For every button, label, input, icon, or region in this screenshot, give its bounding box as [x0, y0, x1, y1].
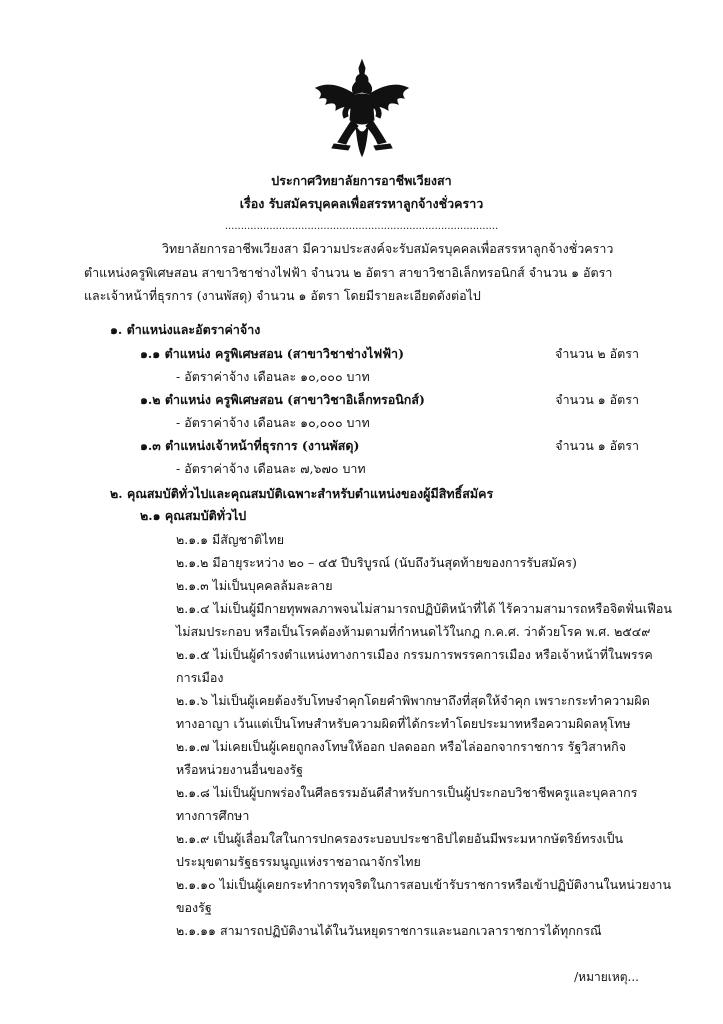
qualification-line: ประมุขตามรัฐธรรมนูญแห่งราชอาณาจักรไทย — [176, 854, 421, 869]
intro-line: วิทยาลัยการอาชีพเวียงสา มีความประสงค์จะรับสมัครบุคคลเพื่อสรรหาลูกจ้างชั่วคราว — [162, 241, 614, 256]
position-title: ๑.๓ ตำแหน่งเจ้าหน้าที่ธุรการ (งานพัสดุ) — [140, 438, 360, 453]
qualification-line: การเมือง — [176, 670, 224, 685]
qualification-line: ทางอาญา เว้นแต่เป็นโทษสำหรับความผิดที่ได้กระทำโดยประมาทหรือความผิดลหุโทษ — [176, 716, 631, 731]
continued-note: /หมายเหตุ... — [574, 970, 639, 984]
position-count: จำนวน ๑ อัตรา — [555, 438, 639, 453]
subject-line: เรื่อง รับสมัครบุคคลเพื่อสรรหาลูกจ้างชั่วคราว — [239, 196, 484, 211]
intro-line: ตำแหน่งครูพิเศษสอน สาขาวิชาช่างไฟฟ้า จำนวน ๒ อัตรา สาขาวิชาอิเล็กทรอนิกส์ จำนวน ๑ อัตรา — [84, 265, 613, 280]
qualification-line: ๒.๑.๔ ไม่เป็นผู้มีกายทุพพลภาพจนไม่สามารถปฏิบัติหน้าที่ได้ ไร้ความสามารถหรือจิตฟั่นเฟือน — [176, 601, 672, 616]
sub-heading: ๒.๑ คุณสมบัติทั่วไป — [140, 508, 247, 523]
garuda-emblem-icon — [310, 58, 415, 163]
qualification-line: ๒.๑.๑ มีสัญชาติไทย — [176, 532, 285, 547]
qualification-line: ๒.๑.๗ ไม่เคยเป็นผู้เคยถูกลงโทษให้ออก ปลดออก หรือไล่ออกจากราชการ รัฐวิสาหกิจ — [176, 739, 627, 754]
position-count: จำนวน ๑ อัตรา — [555, 392, 639, 407]
section-heading: ๒. คุณสมบัติทั่วไปและคุณสมบัติเฉพาะสำหรับตำแหน่งของผู้มีสิทธิ์สมัคร — [110, 486, 494, 501]
dotted-divider: ...................................................................................... — [224, 221, 499, 232]
position-count: จำนวน ๒ อัตรา — [555, 346, 639, 361]
qualification-line: ๒.๑.๙ เป็นผู้เลื่อมใสในการปกครองระบอบประชาธิปไตยอันมีพระมหากษัตริย์ทรงเป็น — [176, 831, 624, 846]
qualification-line: ๒.๑.๑๐ ไม่เป็นผู้เคยกระทำการทุจริตในการสอบเข้ารับราชการหรือเข้าปฏิบัติงานในหน่วยงาน — [176, 877, 671, 892]
qualification-line: ทางการศึกษา — [176, 808, 250, 823]
qualification-line: ๒.๑.๖ ไม่เป็นผู้เคยต้องรับโทษจำคุกโดยคำพิพากษาถึงที่สุดให้จำคุก เพราะกระทำความผิด — [176, 693, 650, 708]
qualification-line: ๒.๑.๒ มีอายุระหว่าง ๒๐ – ๔๕ ปีบริบูรณ์ (นับถึงวันสุดท้ายของการรับสมัคร) — [176, 555, 577, 570]
qualification-line: ๒.๑.๓ ไม่เป็นบุคคลล้มละลาย — [176, 578, 333, 593]
qualification-line: ๒.๑.๑๑ สามารถปฏิบัติงานได้ในวันหยุดราชการและนอกเวลาราชการได้ทุกกรณี — [176, 923, 602, 938]
position-title: ๑.๑ ตำแหน่ง ครูพิเศษสอน (สาขาวิชาช่างไฟฟ้า) — [140, 346, 404, 361]
section-heading: ๑. ตำแหน่งและอัตราค่าจ้าง — [110, 322, 261, 337]
qualification-line: ไม่สมประกอบ หรือเป็นโรคต้องห้ามตามที่กำหนดไว้ในกฎ ก.ค.ศ. ว่าด้วยโรค พ.ศ. ๒๕๔๙ — [176, 624, 651, 639]
position-title: ๑.๒ ตำแหน่ง ครูพิเศษสอน (สาขาวิชาอิเล็กทรอนิกส์) — [140, 392, 425, 407]
qualification-line: ๒.๑.๕ ไม่เป็นผู้ดำรงตำแหน่งทางการเมือง กรรมการพรรคการเมือง หรือเจ้าหน้าที่ในพรรค — [176, 647, 653, 662]
position-wage: - อัตราค่าจ้าง เดือนละ ๑๐,๐๐๐ บาท — [176, 415, 370, 430]
intro-line: และเจ้าหน้าที่ธุรการ (งานพัสดุ) จำนวน ๑ อัตรา โดยมีรายละเอียดดังต่อไป — [84, 288, 481, 303]
qualification-line: หรือหน่วยงานอื่นของรัฐ — [176, 762, 304, 777]
position-wage: - อัตราค่าจ้าง เดือนละ ๗,๖๗๐ บาท — [176, 461, 366, 476]
qualification-line: ของรัฐ — [176, 900, 212, 915]
position-wage: - อัตราค่าจ้าง เดือนละ ๑๐,๐๐๐ บาท — [176, 369, 370, 384]
qualification-line: ๒.๑.๘ ไม่เป็นผู้บกพร่องในศีลธรรมอันดีสำหรับการเป็นผู้ประกอบวิชาชีพครูและบุคลากร — [176, 785, 638, 800]
page-title: ประกาศวิทยาลัยการอาชีพเวียงสา — [271, 173, 452, 188]
